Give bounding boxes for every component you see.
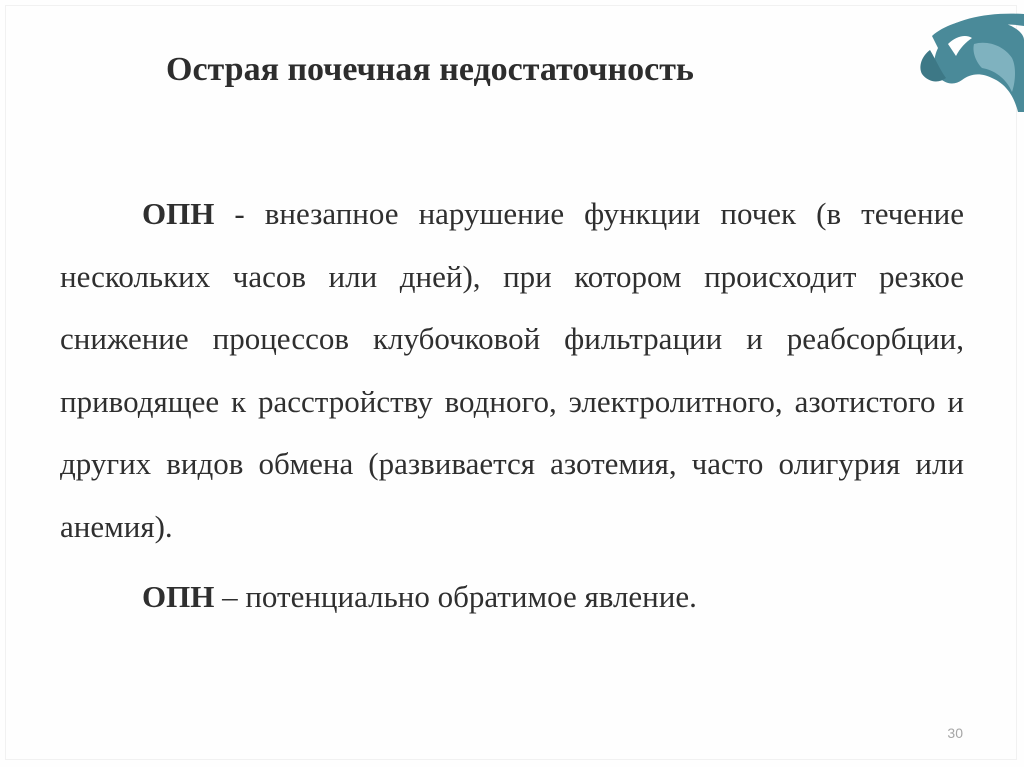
definition-text: - внезапное нарушение функции почек (в течение нескольких часов или дней), при котором происходит резкое снижение процессов клубочковой фильтрации и реабсорбции, приводящее к расстройству водного, электролитного, азотистого и других видов обмена (развивается азотемия, часто олигурия или анемия). xyxy=(60,196,964,544)
reversibility-term: ОПН xyxy=(142,579,215,614)
slide-title: Острая почечная недостаточность xyxy=(166,51,694,88)
reversibility-text: – потенциально обратимое явление. xyxy=(214,579,697,614)
definition-paragraph xyxy=(60,183,964,558)
slide-body xyxy=(60,183,964,629)
reversibility-paragraph xyxy=(60,566,964,629)
horse-head-icon xyxy=(874,0,1024,112)
page-number: 30 xyxy=(947,725,963,741)
definition-term: ОПН xyxy=(142,196,215,231)
